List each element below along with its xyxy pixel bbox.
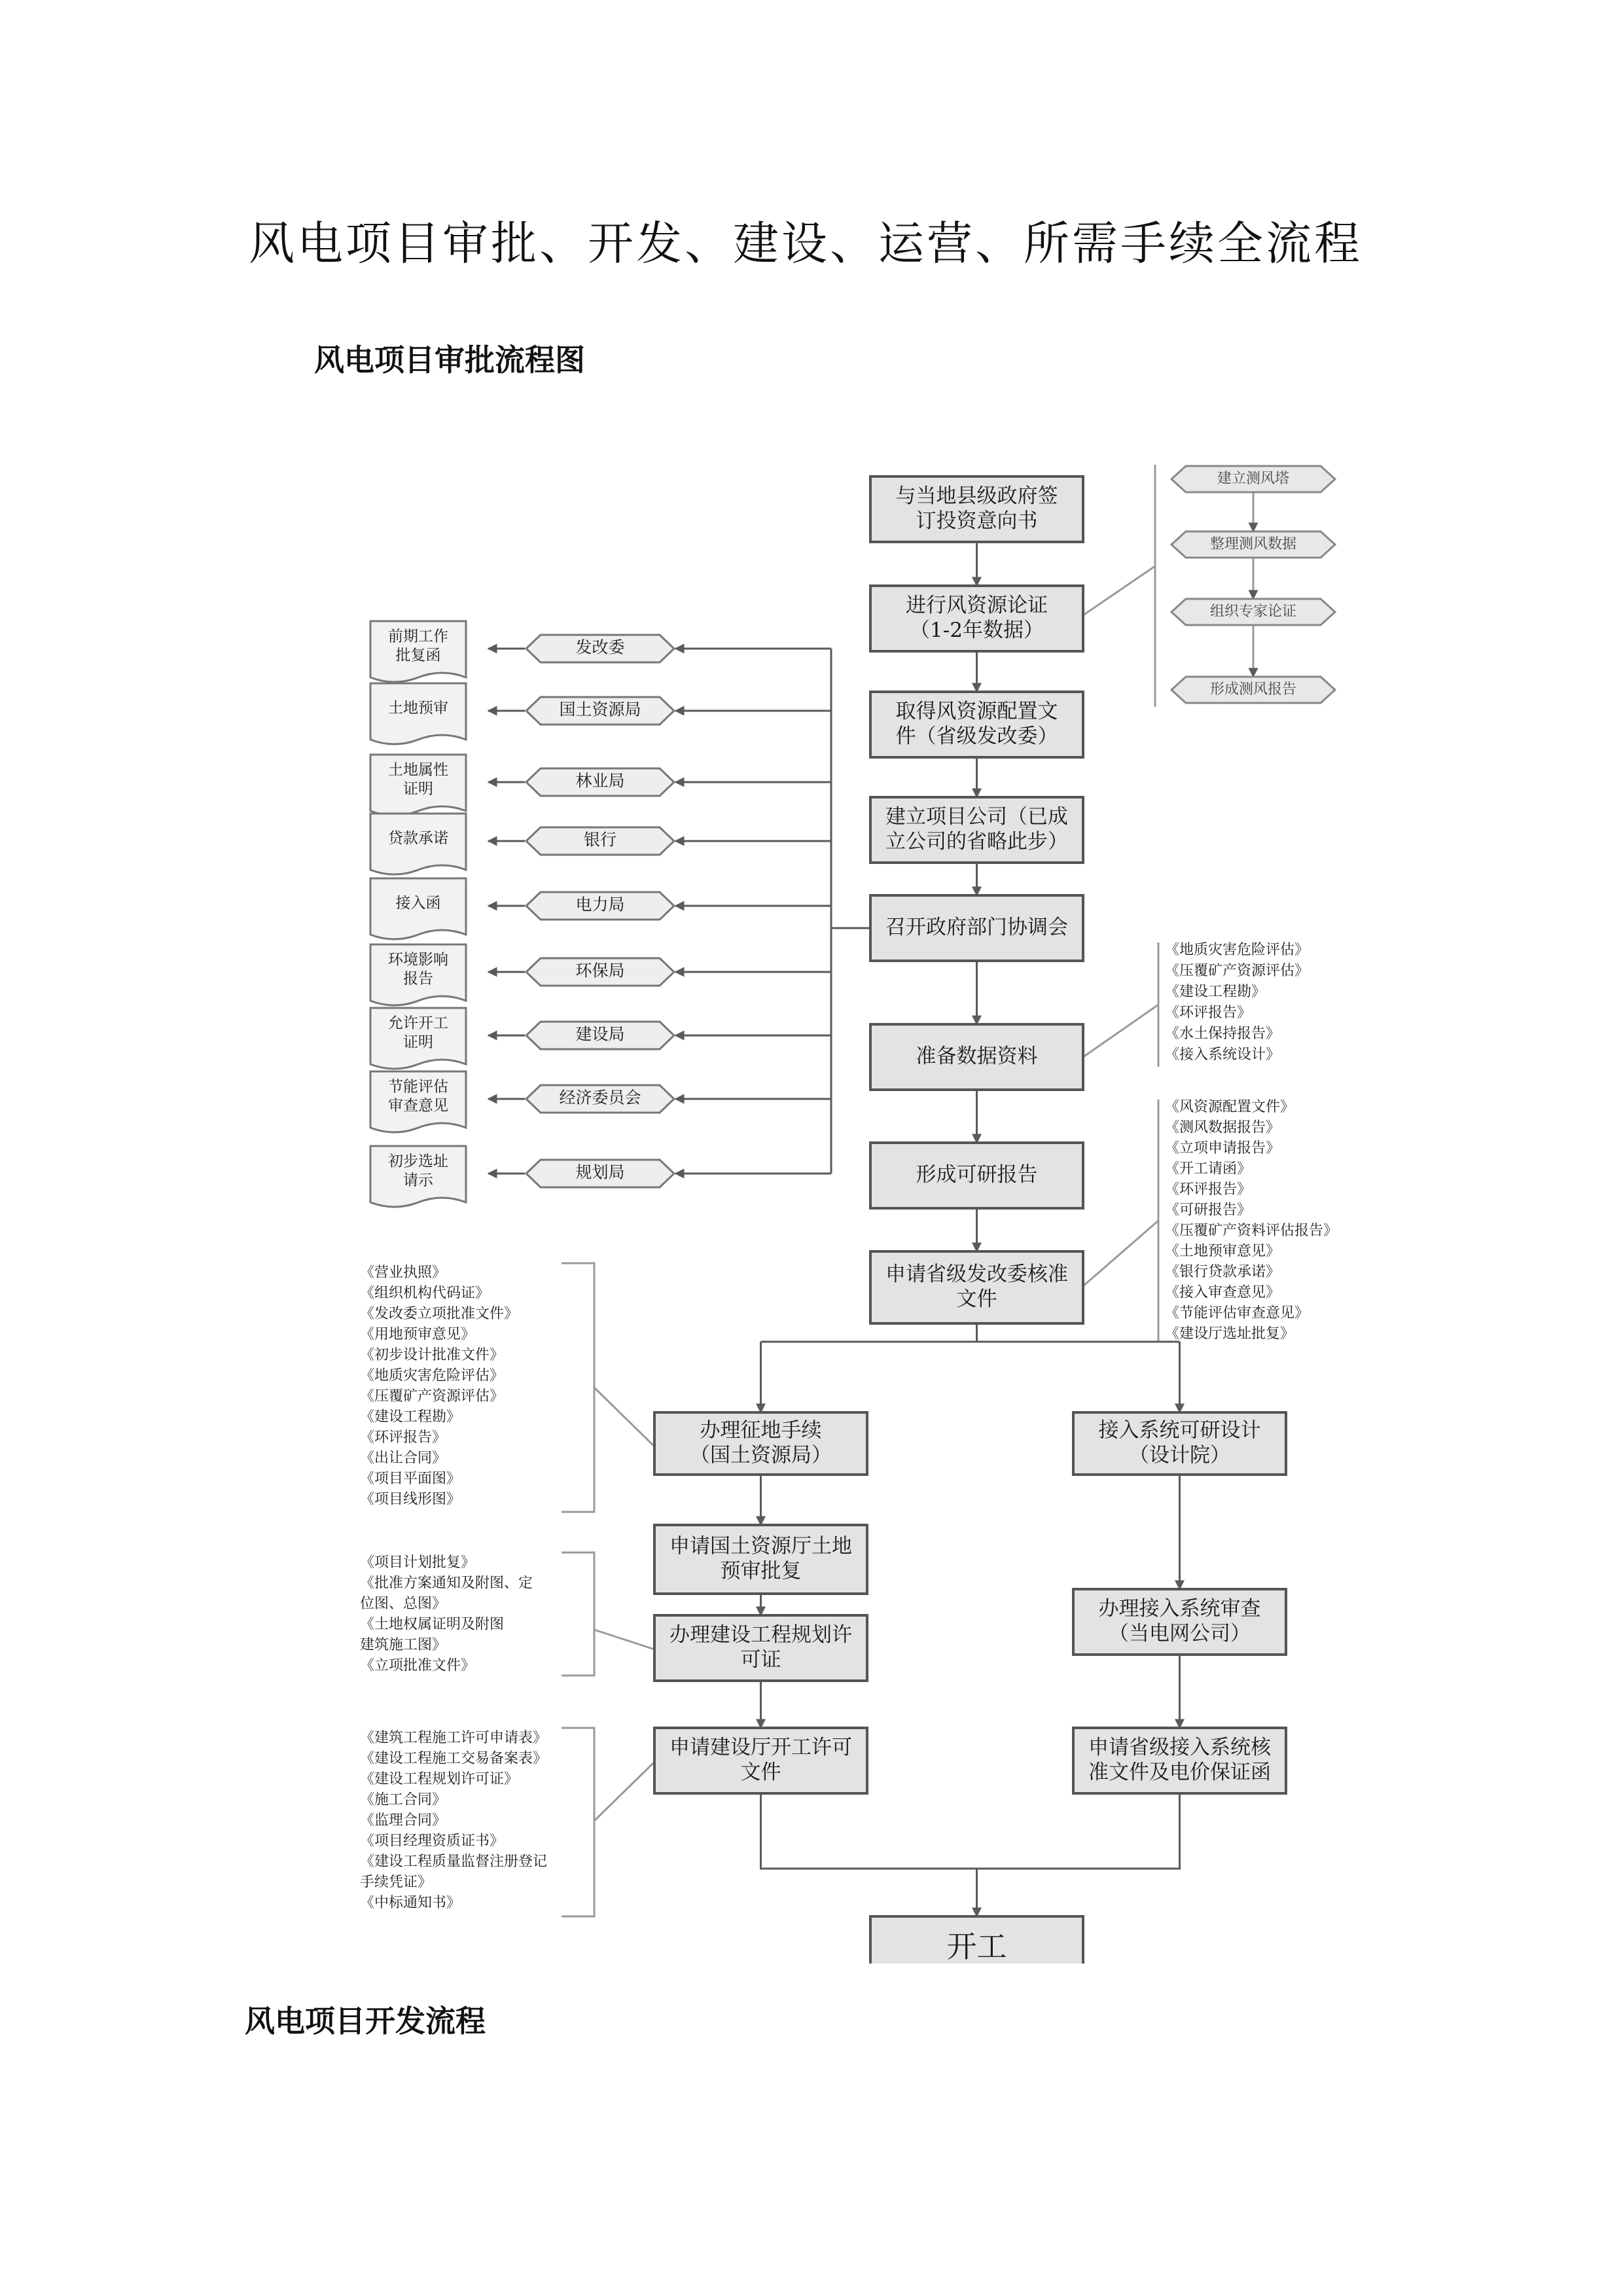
wind-step-3 [1171, 599, 1335, 625]
list-item: 《开工请函》 [1165, 1160, 1252, 1177]
svg-text:办理征地手续（国土资源局）: 办理征地手续（国土资源局） [690, 1418, 832, 1467]
svg-text:银行: 银行 [583, 830, 617, 850]
svg-text:贷款承诺: 贷款承诺 [388, 830, 448, 847]
data-connector-1 [1083, 1005, 1158, 1057]
land-pre-review-doc [370, 683, 466, 744]
list-item: 《初步设计批准文件》 [360, 1347, 505, 1363]
svg-text:形成可研报告: 形成可研报告 [916, 1162, 1038, 1187]
list-item: 《建设工程勘》 [1165, 984, 1266, 1000]
svg-text:土地属性证明: 土地属性证明 [388, 761, 448, 798]
list-item: 《地质灾害危险评估》 [360, 1367, 505, 1384]
list-item: 《环评报告》 [360, 1429, 447, 1446]
list-item: 《节能评估审查意见》 [1165, 1305, 1310, 1321]
preliminary-approval-doc [370, 621, 466, 682]
land-attribute-doc [370, 755, 466, 816]
svg-text:开工: 开工 [946, 1929, 1007, 1964]
list-item: 《项目线形图》 [360, 1491, 461, 1508]
svg-text:形成测风报告: 形成测风报告 [1209, 681, 1297, 698]
document-title: 风电项目审批、开发、建设、运营、所需手续全流程 [249, 217, 1363, 270]
list-item: 《组织机构代码证》 [360, 1285, 490, 1302]
list-item: 《土地预审意见》 [1165, 1243, 1281, 1260]
grid-review-step [1073, 1589, 1286, 1655]
department-7 [526, 1022, 674, 1049]
list-item: 《项目经理资质证书》 [360, 1833, 505, 1850]
svg-text:环境影响报告: 环境影响报告 [388, 951, 448, 988]
svg-text:节能评估审查意见: 节能评估审查意见 [388, 1078, 448, 1115]
left-connector-1 [594, 1388, 654, 1446]
list-item: 《压覆矿产资源评估》 [360, 1388, 505, 1405]
department-3 [526, 768, 674, 796]
list-item: 《营业执照》 [360, 1265, 447, 1281]
prepare-data-step [870, 1024, 1083, 1090]
wind-step-1 [1171, 466, 1335, 492]
list-item: 《接入审查意见》 [1165, 1284, 1281, 1301]
svg-text:建立测风塔: 建立测风塔 [1217, 471, 1290, 487]
list-item: 《用地预审意见》 [360, 1326, 476, 1343]
list-item: 位图、总图》 [360, 1596, 447, 1612]
list-item: 《监理合同》 [360, 1812, 447, 1829]
data-list-2 [1165, 1099, 1338, 1342]
list-item: 《测风数据报告》 [1165, 1119, 1281, 1136]
data-list-1 [1165, 942, 1309, 1063]
department-9 [526, 1160, 674, 1187]
land-acquisition-step [654, 1412, 867, 1475]
list-item: 《建筑工程施工许可申请表》 [360, 1730, 548, 1746]
svg-text:环保局: 环保局 [575, 961, 625, 980]
list-item: 《建设工程施工交易备案表》 [360, 1750, 548, 1767]
svg-text:准备数据资料: 准备数据资料 [916, 1044, 1038, 1068]
svg-text:发改委: 发改委 [575, 637, 625, 657]
start-permit-doc [370, 1008, 466, 1069]
department-8 [526, 1085, 674, 1113]
land-pre-approval-step [654, 1525, 867, 1594]
construction-permit-step [654, 1728, 867, 1793]
loan-commitment-doc [370, 814, 466, 874]
svg-text:接入函: 接入函 [395, 895, 441, 912]
grid-access-doc [370, 878, 466, 939]
list-item: 《出让合同》 [360, 1450, 447, 1467]
left-bracket-2 [562, 1552, 594, 1676]
list-item: 《风资源配置文件》 [1165, 1099, 1295, 1115]
left-doc-list-1 [360, 1265, 518, 1508]
planning-permit-step [654, 1615, 867, 1681]
svg-text:规划局: 规划局 [575, 1162, 625, 1182]
svg-text:与当地县级政府签订投资意向书: 与当地县级政府签订投资意向书 [895, 484, 1058, 533]
department-5 [526, 892, 674, 920]
list-item: 《施工合同》 [360, 1791, 447, 1808]
left-bracket-1 [562, 1263, 594, 1512]
svg-text:办理建设工程规划许可证: 办理建设工程规划许可证 [669, 1623, 852, 1672]
svg-text:建立项目公司（已成立公司的省略此步）: 建立项目公司（已成立公司的省略此步） [885, 804, 1068, 853]
data-connector-2 [1083, 1221, 1158, 1286]
merge-line [761, 1793, 1180, 1869]
provincial-approval-step [870, 1251, 1083, 1323]
svg-text:整理测风数据: 整理测风数据 [1209, 536, 1297, 552]
construction-start-box [870, 1916, 1083, 1964]
left-doc-list-2 [360, 1554, 533, 1674]
development-flow-heading: 风电项目开发流程 [245, 2003, 486, 2039]
svg-text:进行风资源论证（1-2年数据）: 进行风资源论证（1-2年数据） [906, 593, 1048, 642]
list-item: 《发改委立项批准文件》 [360, 1306, 519, 1322]
svg-text:接入系统可研设计（设计院）: 接入系统可研设计（设计院） [1098, 1418, 1261, 1467]
list-item: 《项目计划批复》 [360, 1554, 476, 1571]
svg-text:组织专家论证: 组织专家论证 [1209, 603, 1297, 620]
list-item: 《建设工程规划许可证》 [360, 1771, 519, 1787]
left-connector-2 [594, 1630, 654, 1649]
svg-text:召开政府部门协调会: 召开政府部门协调会 [885, 915, 1068, 939]
svg-text:允许开工证明: 允许开工证明 [388, 1014, 448, 1051]
list-item: 《建设厅选址批复》 [1165, 1325, 1295, 1342]
approval-flowchart [321, 399, 1400, 1964]
svg-text:前期工作批复函: 前期工作批复函 [388, 628, 448, 664]
svg-text:办理接入系统审查（当电网公司）: 办理接入系统审查（当电网公司） [1098, 1596, 1261, 1645]
svg-text:初步选址请示: 初步选址请示 [388, 1153, 448, 1189]
list-item: 《接入系统设计》 [1165, 1047, 1281, 1063]
left-bracket-3 [562, 1728, 594, 1916]
list-item: 《建设工程勘》 [360, 1408, 461, 1426]
svg-text:申请省级接入系统核准文件及电价保证函: 申请省级接入系统核准文件及电价保证函 [1088, 1735, 1271, 1784]
svg-text:国土资源局: 国土资源局 [559, 700, 641, 719]
list-item: 《建设工程质量监督注册登记 [360, 1854, 548, 1870]
svg-text:建设局: 建设局 [575, 1024, 625, 1044]
svg-text:电力局: 电力局 [575, 895, 625, 914]
feasibility-report-step [870, 1143, 1083, 1208]
svg-text:申请国土资源厅土地预审批复: 申请国土资源厅土地预审批复 [669, 1534, 852, 1583]
list-item: 《环评报告》 [1165, 1005, 1252, 1021]
list-item: 手续凭证》 [360, 1874, 433, 1891]
svg-text:土地预审: 土地预审 [388, 700, 448, 717]
list-item: 《可研报告》 [1165, 1202, 1252, 1219]
list-item: 《压覆矿产资源评估》 [1165, 963, 1310, 979]
svg-text:经济委员会: 经济委员会 [559, 1088, 641, 1107]
svg-text:林业局: 林业局 [575, 771, 625, 791]
grid-approval-step [1073, 1728, 1286, 1793]
wind-step-4 [1171, 677, 1335, 703]
svg-text:取得风资源配置文件（省级发改委）: 取得风资源配置文件（省级发改委） [895, 699, 1058, 748]
svg-text:申请建设厅开工许可文件: 申请建设厅开工许可文件 [669, 1735, 852, 1784]
list-item: 《银行贷款承诺》 [1165, 1264, 1281, 1280]
resource-allocation-step [870, 692, 1083, 757]
department-4 [526, 827, 674, 855]
environmental-report-doc [370, 944, 466, 1005]
energy-review-doc [370, 1071, 466, 1132]
list-item: 《环评报告》 [1165, 1181, 1252, 1198]
list-item: 《压覆矿产资料评估报告》 [1165, 1223, 1338, 1239]
wind-resource-study-step [870, 586, 1083, 651]
list-item: 《项目平面图》 [360, 1471, 461, 1487]
sign-intent-step [870, 476, 1083, 542]
list-item: 《中标通知书》 [360, 1895, 461, 1911]
department-2 [526, 697, 674, 725]
approval-flow-heading: 风电项目审批流程图 [314, 342, 585, 378]
project-company-step [870, 797, 1083, 863]
list-item: 《立项批准文件》 [360, 1657, 476, 1674]
department-6 [526, 958, 674, 986]
svg-text:申请省级发改委核准文件: 申请省级发改委核准文件 [885, 1262, 1068, 1311]
site-selection-doc [370, 1146, 466, 1207]
list-item: 《地质灾害危险评估》 [1165, 942, 1310, 958]
wind-connector [1083, 566, 1155, 615]
list-item: 《批准方案通知及附图、定 [360, 1575, 533, 1592]
left-connector-3 [594, 1762, 654, 1821]
department-1 [526, 635, 674, 662]
list-item: 《土地权属证明及附图 [360, 1616, 505, 1633]
wind-step-2 [1171, 531, 1335, 558]
coordination-meeting-step [870, 895, 1083, 961]
list-item: 《水土保持报告》 [1165, 1026, 1281, 1042]
list-item: 建筑施工图》 [360, 1637, 447, 1653]
left-doc-list-3 [360, 1730, 547, 1911]
list-item: 《立项申请报告》 [1165, 1140, 1281, 1157]
grid-design-step [1073, 1412, 1286, 1475]
